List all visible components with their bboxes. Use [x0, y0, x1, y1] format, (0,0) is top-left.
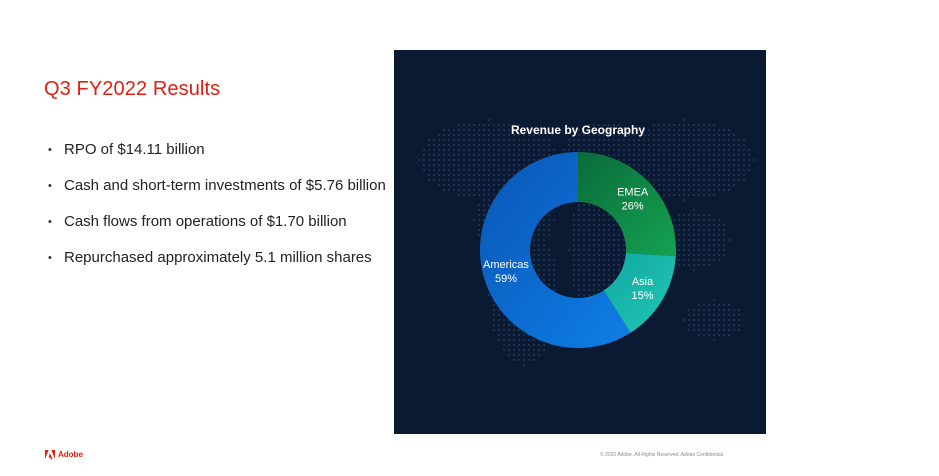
bullet-cash-flows: • Cash flows from operations of $1.70 billion — [48, 210, 388, 234]
slice-value-emea: 26% — [621, 200, 644, 213]
adobe-logo-icon — [45, 450, 55, 459]
adobe-logo — [45, 450, 83, 459]
slice-label-emea: EMEA — [617, 186, 649, 199]
bullet-rpo: • RPO of $14.11 billion — [48, 138, 388, 162]
copyright-text: © 2022 Adobe. All Rights Reserved. Adobe Confidential. — [600, 452, 725, 458]
chart-title: Revenue by Geography — [510, 123, 646, 137]
slice-label-americas: Americas — [483, 258, 529, 271]
slide-title: Q3 FY2022 Results — [44, 78, 221, 100]
slice-value-americas: 59% — [494, 272, 517, 285]
slice-value-asia: 15% — [631, 290, 654, 303]
adobe-logo-text: Adobe — [58, 450, 83, 459]
results-bullet-list — [48, 138, 388, 282]
chart-panel — [394, 50, 766, 434]
revenue-donut-chart — [394, 50, 766, 434]
bullet-cash: • Cash and short-term investments of $5.76 billion — [48, 174, 388, 198]
bullet-repurchase: • Repurchased approximately 5.1 million shares — [48, 246, 388, 270]
slice-label-asia: Asia — [631, 276, 654, 289]
